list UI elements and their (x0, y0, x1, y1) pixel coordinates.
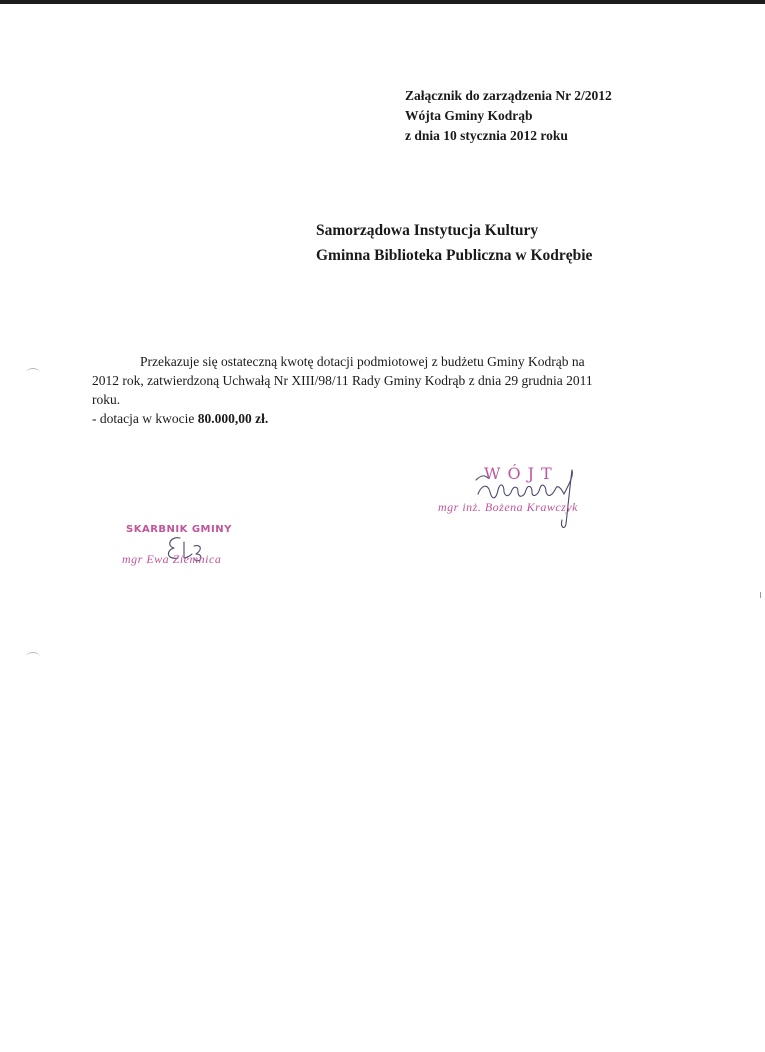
page-top-border (0, 0, 765, 4)
skarbnik-stamp-title: SKARBNIK GMINY (126, 524, 232, 535)
wojt-stamp (430, 462, 630, 532)
grant-amount-value: 80.000,00 zł. (197, 411, 269, 426)
body-paragraph-line-3: roku. (92, 392, 121, 407)
skarbnik-stamp-name: mgr Ewa Ziemnica (122, 552, 222, 566)
wojt-stamp-name: mgr inż. Bożena Krawczyk (438, 500, 578, 514)
annex-header-line-2: Wójta Gminy Kodrąb (405, 108, 533, 123)
institution-line-2: Gminna Biblioteka Publiczna w Kodrębie (316, 247, 593, 264)
body-text (92, 352, 662, 428)
scan-edge-mark (26, 652, 40, 661)
institution-line-1: Samorządowa Instytucja Kultury (316, 222, 539, 239)
grant-amount-prefix: - dotacja w kwocie (92, 411, 198, 426)
scan-edge-dot (760, 592, 761, 598)
wojt-signature (470, 466, 610, 530)
institution-name (316, 218, 736, 268)
skarbnik-stamp (118, 520, 278, 580)
grant-amount-line (92, 409, 662, 428)
body-paragraph-line-2: 2012 rok, zatwierdzoną Uchwałą Nr XIII/98/11 Rady Gminy Kodrąb z dnia 29 grudnia 2011 (92, 373, 593, 388)
annex-header-line-3: z dnia 10 stycznia 2012 roku (405, 128, 568, 143)
annex-header (405, 86, 735, 146)
annex-header-line-1: Załącznik do zarządzenia Nr 2/2012 (405, 88, 612, 103)
body-paragraph-line-1: Przekazuje się ostateczną kwotę dotacji podmiotowej z budżetu Gminy Kodrąb na (140, 354, 585, 369)
scan-edge-mark (26, 368, 40, 377)
wojt-stamp-title: WÓJT (484, 464, 559, 483)
